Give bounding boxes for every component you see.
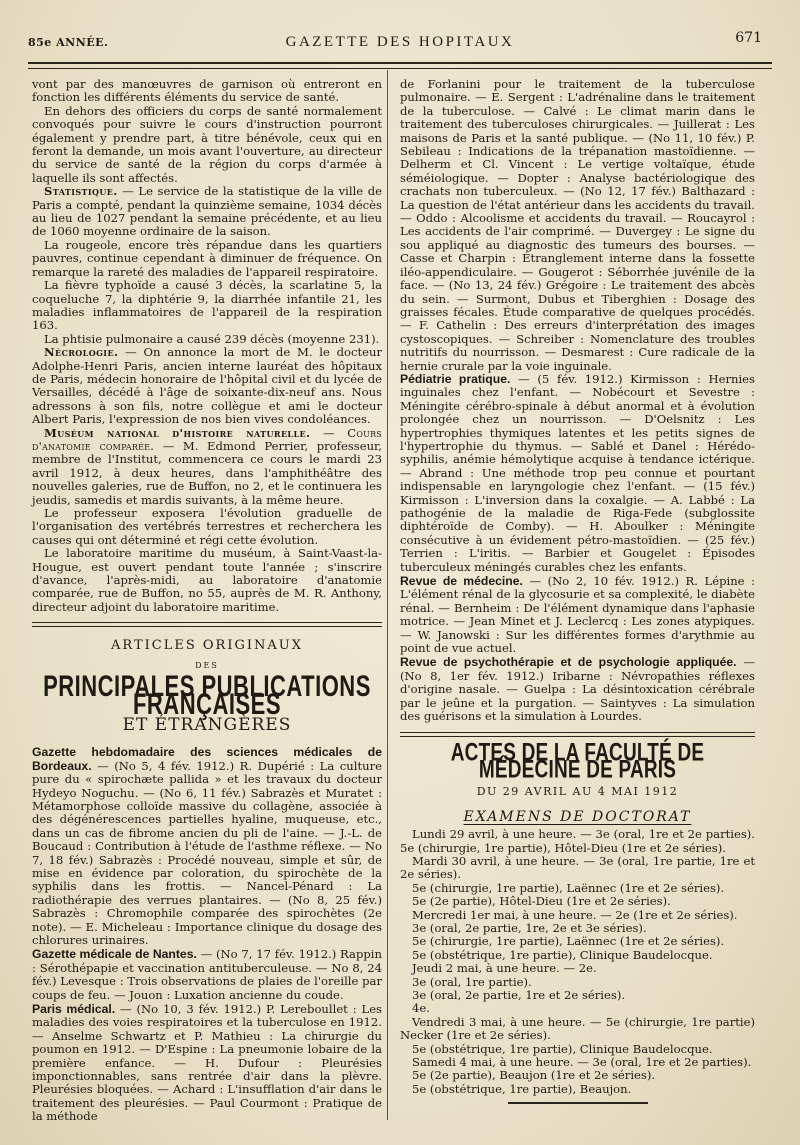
exam-line: Samedi 4 mai, à une heure. — 3e (oral, 1re et 2e parties). <box>412 1055 752 1070</box>
exam-line: Lundi 29 avril, à une heure. — 3e (oral, 1re et 2e parties). 5e (chirurgie, 1re partie), Hôtel-Dieu (1re et 2e séries). <box>400 827 755 855</box>
necrologie-paragraph: Nécrologie. — On annonce la mort de M. le docteur Adolphe-Henri Paris, ancien interne lauréat des hôpitaux de Paris, médecin honoraire de l'hôpital civil et du lycée de Versailles, décédé à l'âge de soixante-dix-neuf ans. Nous adressons à son fils, notre collègue et ami le docteur Albert Paris, l'expression de nos bien vives condoléances. <box>32 345 382 427</box>
exam-line: Vendredi 3 mai, à une heure. — 5e (chirurgie, 1re partie) Necker (1re et 2e séries). <box>400 1014 755 1043</box>
faculty-heading: ACTES DE LA FACULTÉ DE MÉDECINE DE PARIS <box>450 739 705 785</box>
page-header <box>28 30 772 56</box>
museum-paragraph: Muséum national d'histoire naturelle. — Cours d'anatomie comparée. — M. Edmond Perrier, professeur, membre de l'Institut, commencera ce cours le mardi 23 avril 1912, à deux heures, dans l'amphithéâtre des nouvelles galeries, rue de Buffon, no 2, et le continuera les jeudis, samedis et mardis suivants, à la même heure. <box>32 425 382 507</box>
journal-name: Gazette hebdomadaire des sciences médicales de Bordeaux. <box>32 745 382 773</box>
journal-name: Revue de médecine. <box>400 574 523 589</box>
articles-heading-des: DES <box>195 660 219 670</box>
column-divider <box>387 70 388 1120</box>
articles-heading-sub: ET ÉTRANGÈRES <box>122 714 292 735</box>
journal-entry: Gazette hebdomadaire des sciences médicales de Bordeaux. — (No 5, 4 fév. 1912.) R. Dupérié : La culture pure du « spirochæte pallida » et les travaux du docteur Hydeyo Noguchu. — (No 6, 11 fév.) Sabrazès et Muratet : Métamorphose colloïde massive du collagène, associée à des dégénérescences partielles hyaline, muqueuse, etc., dans un cas de fibrome ancien du pli de l'aine. — J.-L. de Boucaud : Contribution à l'étude de l'asthme réflexe. — No 7, 18 fév.) Sabrazès : Procédé nouveau, simple et sûr, de mise en évidence par coloration, du spirochète de la syphilis dans les frottis. — Nancel-Pénard : La radiothérapie des verrues plantaires. — (No 8, 25 fév.) Sabrazès : Chromophile comparée des spirochètes (2e note). — E. Micheleau : Importance clinique du dosage des chlorures urinaires. <box>32 745 382 947</box>
journal-entry: Paris médical. — (No 10, 3 fév. 1912.) P. Lereboullet : Les maladies des voies respiratoires et la tuberculose en 1912. — Anselme Schwartz et P. Mathieu : La chirurgie du poumon en 1912. — D'Espine : La pneumonie lobaire de la première enfance. — H. Dufour : Pleurésies imponctionnables, sans rentrée d'air dans la plèvre. Pleurésies bloquées. — Achard : L'insufflation d'air dans le traitement des pleurésies. — Paul Courmont : Pratique de la méthode <box>32 1002 382 1124</box>
exam-line: 5e (2e partie), Beaujon (1re et 2e séries). <box>412 1068 656 1083</box>
exam-line: 3e (oral, 2e partie, 1re et 2e séries). <box>412 988 626 1002</box>
exam-line: 3e (oral, 1re partie). <box>412 974 532 989</box>
journal-name: Gazette médicale de Nantes. <box>32 947 197 962</box>
journal-entry: Pédiatrie pratique. — (5 fév. 1912.) Kirmisson : Hernies inguinales chez l'enfant. — Nobécourt et Sevestre : Méningite cérébro-spinale à début anormal et à évolution prolongée chez un nourrisson. — D'Oelsnitz : Les hypertrophies thymiques latentes et les petits signes de l'hypertrophie du thymus. — Sablé et Danel : Hérédo-syphilis, anémie hémolytique acquise à tendance ictérique. — Abrand : Une méthode trop peu connue et pourtant indispensable en laryngologie chez l'enfant. — (15 fév.) Kirmisson : L'inversion dans la coxalgie. — A. Labbé : La pathogénie de la maladie de Riga-Fede (subglossite diphtéroïde de Comby). — H. Aboulker : Méningite consécutive à un évidement pétro-mastoïdien. — (25 fév.) Terrien : L'iritis. — Barbier et Gougelet : Épisodes tuberculeux méningés curables chez les enfants. <box>400 371 755 574</box>
exam-line: 5e (chirurgie, 1re partie), Laënnec (1re et 2e séries). <box>412 934 725 949</box>
exams-heading: EXAMENS DE DOCTORAT <box>463 808 692 825</box>
articles-heading: ARTICLES ORIGINAUX <box>111 638 303 654</box>
paragraph: En dehors des officiers du corps de santé normalement convoqués pour suivre le cours d'instruction pourront également y prendre part, à titre bénévole, ceux qui en feront la demande, un mois avant l'ouverture, au directeur du service de santé de la région du corps d'armée à laquelle ils sont affectés. <box>32 103 382 185</box>
statistique-paragraph: Statistique. — Le service de la statistique de la ville de Paris a compté, pendant la quinzième semaine, 1034 décès au lieu de 1027 pendant la semaine précédente, et au lieu de 1060 moyenne ordinaire de la saison. <box>32 184 382 239</box>
newspaper-title: GAZETTE DES HOPITAUX <box>285 34 515 50</box>
edition-year: 85e ANNÉE. <box>28 36 109 49</box>
section-rule <box>32 622 382 627</box>
exam-line: 4e. <box>412 1001 430 1016</box>
paragraph: Le laboratoire maritime du muséum, à Saint-Vaast-la-Hougue, est ouvert pendant toute l'année ; s'inscrire d'avance, l'après-midi, au laboratoire d'anatomie comparée, rue de Buffon, no 55, auprès de M. R. Anthony, directeur adjoint du laboratoire maritime. <box>32 546 382 614</box>
exam-line: Mardi 30 avril, à une heure. — 3e (oral, 1re partie, 1re et 2e séries). <box>400 853 755 882</box>
paragraph: La phtisie pulmonaire a causé 239 décès (moyenne 231). <box>44 331 380 346</box>
journal-name: Revue de psychothérapie et de psychologie appliquée. <box>400 655 737 670</box>
exam-line: 5e (obstétrique, 1re partie), Clinique Baudelocque. <box>412 947 713 962</box>
journal-name: Paris médical. <box>32 1002 116 1016</box>
paragraph: de Forlanini pour le traitement de la tuberculose pulmonaire. — E. Sergent : L'adrénaline dans le traitement de la tuberculose. — Calvé : Le climat marin dans le traitement des tuberculoses chirurgicales. — Juillerat : Les maisons de Paris et la santé publique. — (No 11, 10 fév.) P. Sebileau : Indications de la trépanation mastoïdienne. — Delherm et Cl. Vincent : Le vertige voltaïque, étude séméiologique. — Dopter : Analyse bactériologique des crachats non tuberculeux. — (No 12, 17 fév.) Balthazard : La question de l'état antérieur dans les accidents du travail. — Oddo : Alcoolisme et accidents du travail. — Roucayrol : Les accidents de l'air comprimé. — Duvergey : Le signe du sou appliqué au diagnostic des tumeurs des bourses. — Casse et Charpin : Étranglement interne dans la fossette iléo-appendiculaire. — Gougerot : Séborrhée juvénile de la face. — (No 13, 24 fév.) Grégoire : Le traitement des abcès du sein. — Surmont, Dubus et Tiberghien : Dosage des graisses fécales. Étude comparative de quelques procédés. — F. Cathelin : Des erreurs d'interprétation des images cystoscopiques. — Schreiber : Nomenclature des troubles nutritifs du nourrisson. — Desmarest : Cure radicale de la hernie crurale par la voie inguinale. <box>400 77 755 373</box>
end-ornament-rule <box>508 1102 648 1104</box>
journal-entry: Revue de médecine. — (No 2, 10 fév. 1912.) R. Lépine : L'élément rénal de la glycosurie et sa complexité, le diabète rénal. — Bernheim : De l'élément dynamique dans l'aphasie motrice. — Jean Minet et J. Leclercq : Les zones atypiques. — W. Janowski : Sur les différentes formes d'arythmie au point de vue actuel. <box>400 574 755 656</box>
left-column <box>32 78 382 1125</box>
exam-line: 5e (chirurgie, 1re partie), Laënnec (1re et 2e séries). <box>412 880 725 895</box>
exam-line: 5e (obstétrique, 1re partie), Clinique Baudelocque. <box>412 1041 713 1056</box>
exam-line: 5e (2e partie), Hôtel-Dieu (1re et 2e séries). <box>412 894 671 909</box>
exam-line: Jeudi 2 mai, à une heure. — 2e. <box>412 961 597 976</box>
rubric-museum: Muséum national d'histoire naturelle. <box>44 425 311 440</box>
header-rule <box>28 62 772 69</box>
section-rule <box>400 732 755 737</box>
exam-line: 5e (obstétrique, 1re partie), Beaujon. <box>412 1081 632 1096</box>
right-column <box>400 78 755 1104</box>
paragraph: Le professeur exposera l'évolution graduelle de l'organisation des vertébrés terrestres et recherchera les causes qui ont déterminé et régi cette évolution. <box>32 506 382 547</box>
exam-line: Mercredi 1er mai, à une heure. — 2e (1re et 2e séries). <box>412 907 738 922</box>
paragraph: La fièvre typhoïde a causé 3 décès, la scarlatine 5, la coqueluche 7, la diphtérie 9, la diarrhée infantile 21, les maladies inflammatoires de l'appareil de la respiration 163. <box>32 278 382 333</box>
faculty-dates: DU 29 AVRIL AU 4 MAI 1912 <box>476 785 679 799</box>
journal-entry: Gazette médicale de Nantes. — (No 7, 17 fév. 1912.) Rappin : Sérothépapie et vaccination antituberculeuse. — No 8, 24 fév.) Levesque : Trois observations de plaies de l'oreille par coups de feu. — Jouon : Luxation ancienne du coude. <box>32 947 382 1002</box>
articles-heading-main: PRINCIPALES PUBLICATIONS FRANÇAISES <box>43 669 371 722</box>
journal-name: Pédiatrie pratique. <box>400 371 511 386</box>
exam-line: 3e (oral, 2e partie, 1re, 2e et 3e séries). <box>412 920 647 935</box>
journal-entry: Revue de psychothérapie et de psychologie appliquée. — (No 8, 1er fév. 1912.) Iribarne : Névropathies réflexes d'origine nasale. — Guelpa : La désintoxication cérébrale par le jeûne et la purgation. — Saintyves : La simulation des guérisons et la simulation à Lourdes. <box>400 655 755 724</box>
exam-list <box>400 828 755 1096</box>
page-number: 671 <box>735 30 762 46</box>
paragraph: La rougeole, encore très répandue dans les quartiers pauvres, continue cependant à diminuer de fréquence. On remarque la rareté des maladies de l'appareil respiratoire. <box>32 237 382 279</box>
rubric-statistique: Statistique. <box>44 184 118 199</box>
paragraph: vont par des manœuvres de garnison où entreront en fonction les différents éléments du service de santé. <box>32 77 382 105</box>
rubric-necrologie: Nécrologie. <box>44 345 119 360</box>
